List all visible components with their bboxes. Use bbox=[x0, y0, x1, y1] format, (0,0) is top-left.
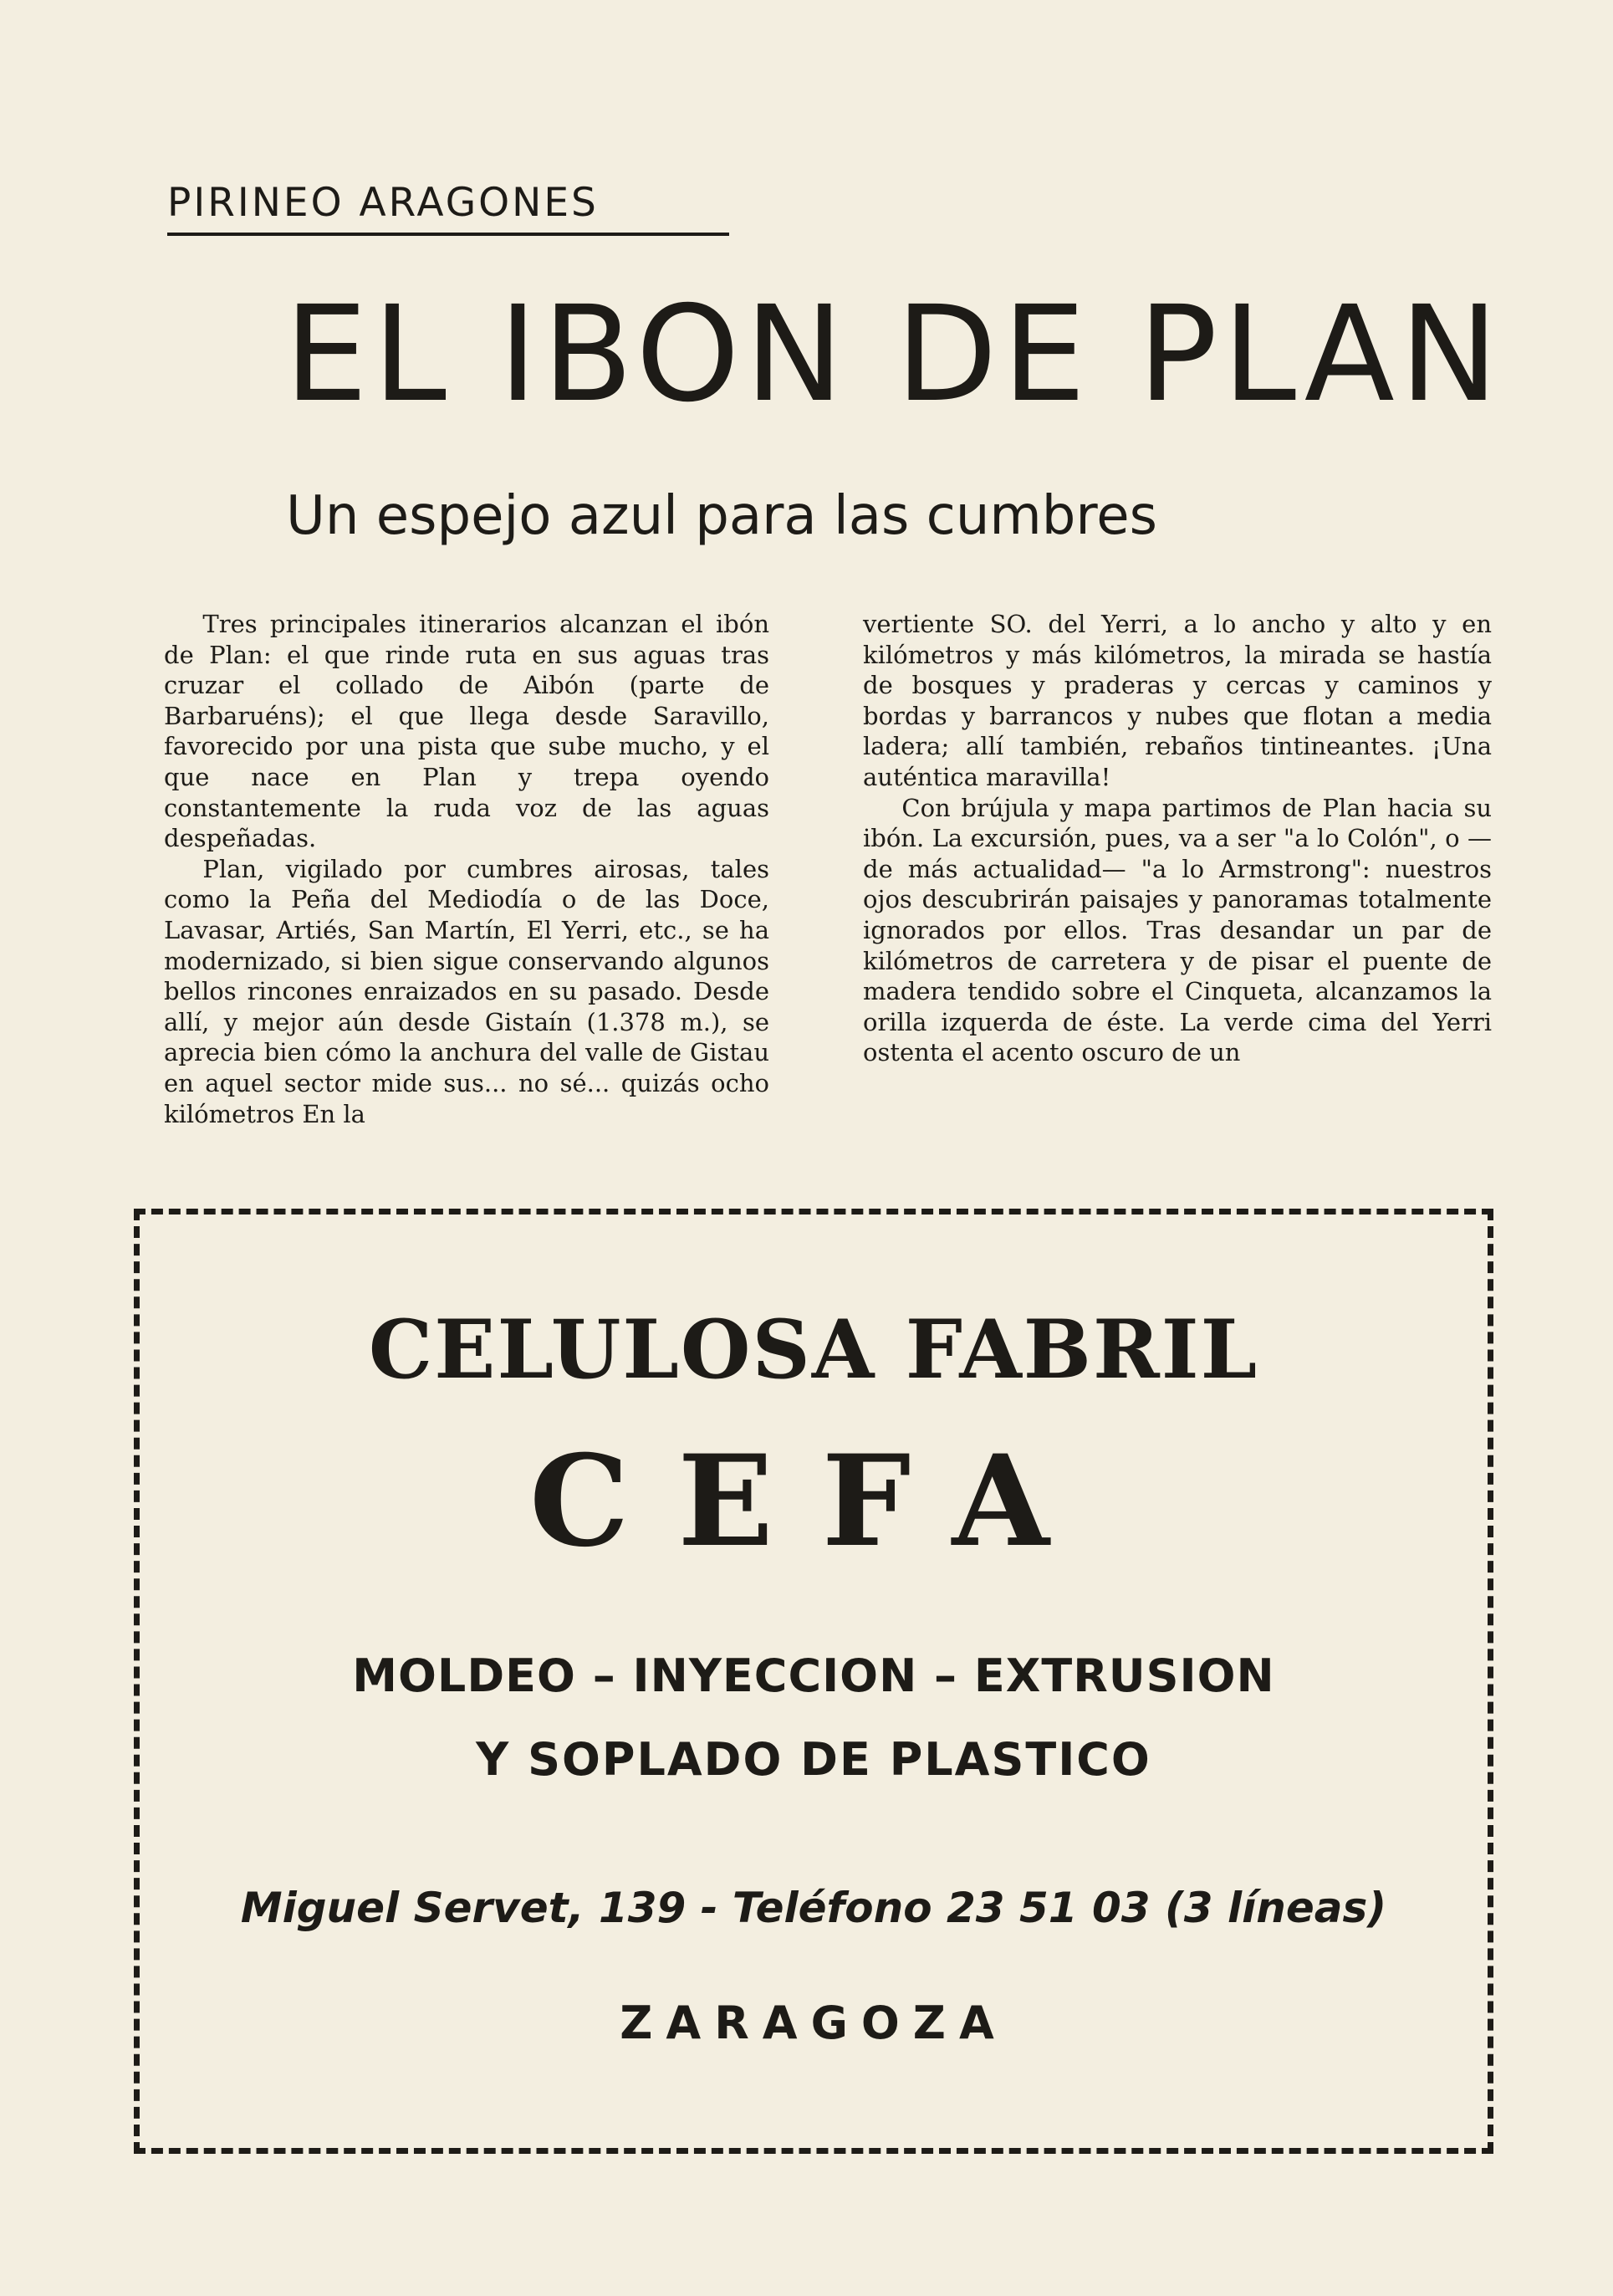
article-subtitle: Un espejo azul para las cumbres bbox=[286, 485, 1157, 547]
section-label: PIRINEO ARAGONES bbox=[167, 180, 729, 236]
paragraph: Con brújula y mapa partimos de Plan hacia su ibón. La excursión, pues, va a ser "a lo Colón", o —de más actualidad— "a lo Armstrong": nuestros ojos descubrirán paisajes y panoramas totalmente ignorados por ellos. Tras desandar un par de kilómetros de carretera y de pisar el puente de madera tendido sobre el Cinqueta, alcanzamos la orilla izquerda de éste. La verde cima del Yerri ostenta el acento oscuro de un bbox=[863, 793, 1492, 1067]
ad-services-line1: MOLDEO – INYECCION – EXTRUSION bbox=[352, 1649, 1275, 1702]
ad-city: ZARAGOZA bbox=[620, 1997, 1008, 2049]
article-column-right bbox=[863, 609, 1492, 1068]
article-title: EL IBON DE PLAN bbox=[284, 278, 1503, 432]
ad-address: Miguel Servet, 139 - Teléfono 23 51 03 (3 líneas) bbox=[240, 1884, 1387, 1932]
ad-company-name: CELULOSA FABRIL bbox=[368, 1302, 1259, 1397]
paragraph: Tres principales itinerarios alcanzan el ibón de Plan: el que rinde ruta en sus aguas tras cruzar el collado de Aibón (parte de Barbaruéns); el que llega desde Saravillo, favorecido por una pista que sube mucho, y el que nace en Plan y trepa oyendo constantemente la ruda voz de las aguas despeñadas. bbox=[164, 610, 769, 853]
paragraph: Plan, vigilado por cumbres airosas, tales como la Peña del Mediodía o de las Doce, Lavasar, Artiés, San Martín, El Yerri, etc., se ha modernizado, si bien sigue conservando algunos bellos rincones enraizados en su pasado. Desde allí, y mejor aún desde Gistaín (1.378 m.), se aprecia bien cómo la anchura del valle de Gistau en aquel sector mide sus... no sé... quizás ocho kilómetros En la bbox=[164, 854, 769, 1128]
ad-services-line2: Y SOPLADO DE PLASTICO bbox=[476, 1733, 1151, 1786]
paragraph: vertiente SO. del Yerri, a lo ancho y alto y en kilómetros y más kilómetros, la mirada se hastía de bosques y praderas y cercas y caminos y bordas y barrancos y nubes que flotan a media ladera; allí también, rebaños tintineantes. ¡Una auténtica maravilla! bbox=[863, 610, 1492, 791]
article-column-left bbox=[164, 609, 769, 1129]
advertisement-box bbox=[134, 1209, 1493, 2154]
ad-brand-name: CEFA bbox=[529, 1428, 1098, 1575]
